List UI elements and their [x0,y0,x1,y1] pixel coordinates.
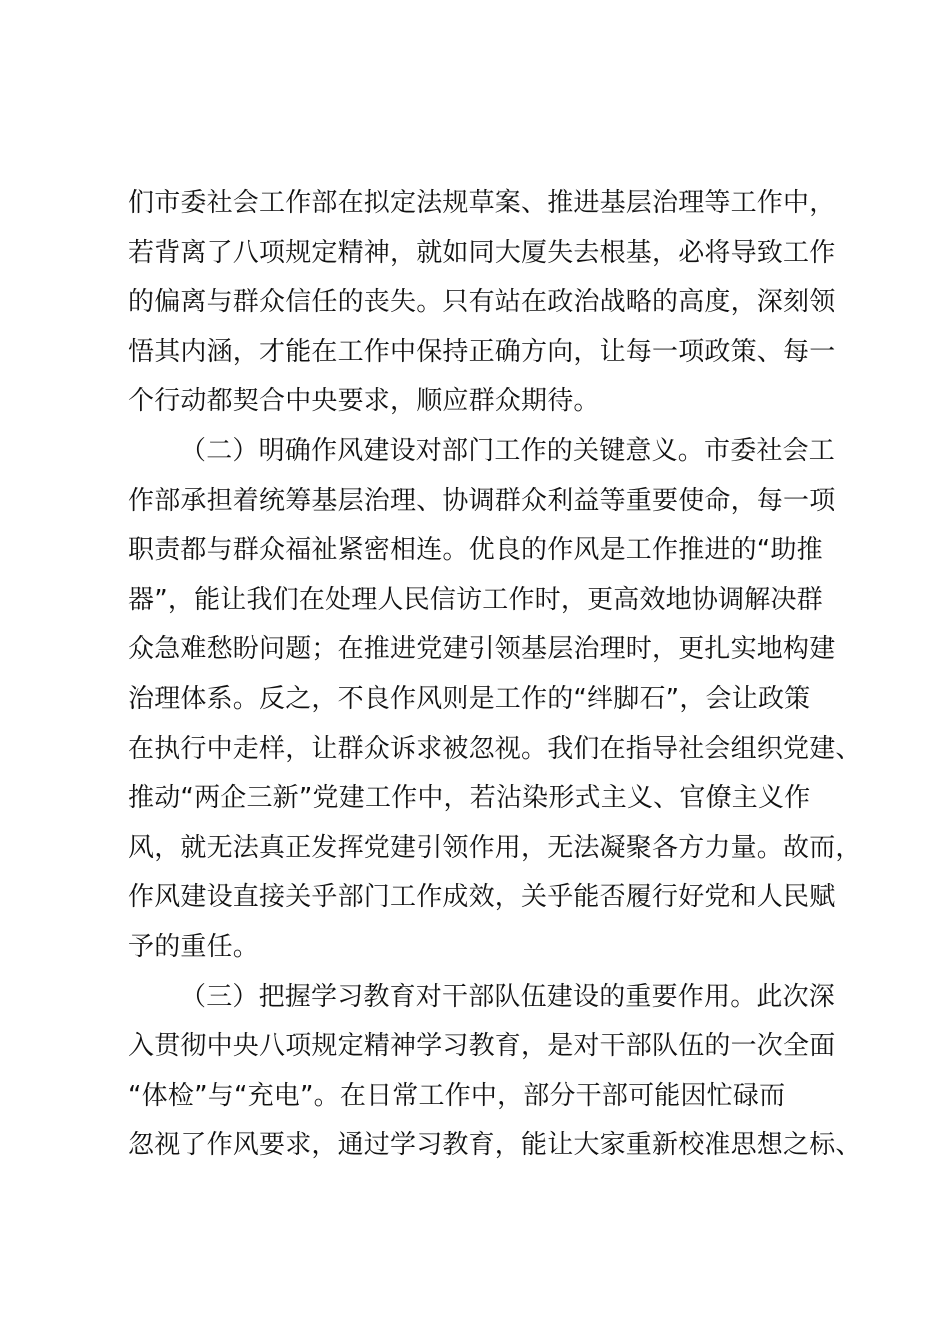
text-line: 予的重任。 [128,931,260,962]
text-line: 治理体系。反之，不良作风则是工作的“绊脚石”，会让政策 [128,683,811,714]
text-line: 众急难愁盼问题；在推进党建引领基层治理时，更扎实地构建 [128,634,836,665]
text-line: 忽视了作风要求，通过学习教育，能让大家重新校准思想之标、 [128,1130,862,1161]
text-line: 若背离了八项规定精神，就如同大厦失去根基，必将导致工作 [128,237,836,268]
body-text [128,179,868,1171]
text-line: 的偏离与群众信任的丧失。只有站在政治战略的高度，深刻领 [128,287,836,318]
text-line: 入贯彻中央八项规定精神学习教育，是对干部队伍的一次全面 [128,1031,836,1062]
text-line: 们市委社会工作部在拟定法规草案、推进基层治理等工作中， [128,188,836,218]
text-line: 器”，能让我们在处理人民信访工作时，更高效地协调解决群 [128,584,823,615]
text-line-section-three-heading: （三）把握学习教育对干部队伍建设的重要作用。此次深 [180,981,836,1012]
text-line-section-two-heading: （二）明确作风建设对部门工作的关键意义。市委社会工 [180,435,836,466]
text-line: 在执行中走样，让群众诉求被忽视。我们在指导社会组织党建、 [128,733,862,764]
text-line: 作部承担着统筹基层治理、协调群众利益等重要使命，每一项 [128,485,836,516]
text-line: 风，就无法真正发挥党建引领作用，无法凝聚各方力量。故而， [128,832,862,863]
text-line: 作风建设直接关乎部门工作成效，关乎能否履行好党和人民赋 [128,882,836,913]
text-line: 职责都与群众福祉紧密相连。优良的作风是工作推进的“助推 [128,535,823,566]
text-line: 悟其内涵，才能在工作中保持正确方向，让每一项政策、每一 [128,336,836,367]
text-line: 个行动都契合中央要求，顺应群众期待。 [128,386,600,417]
text-line: “体检”与“充电”。在日常工作中，部分干部可能因忙碌而 [128,1080,786,1111]
text-line: 推动“两企三新”党建工作中，若沾染形式主义、官僚主义作 [128,783,811,814]
